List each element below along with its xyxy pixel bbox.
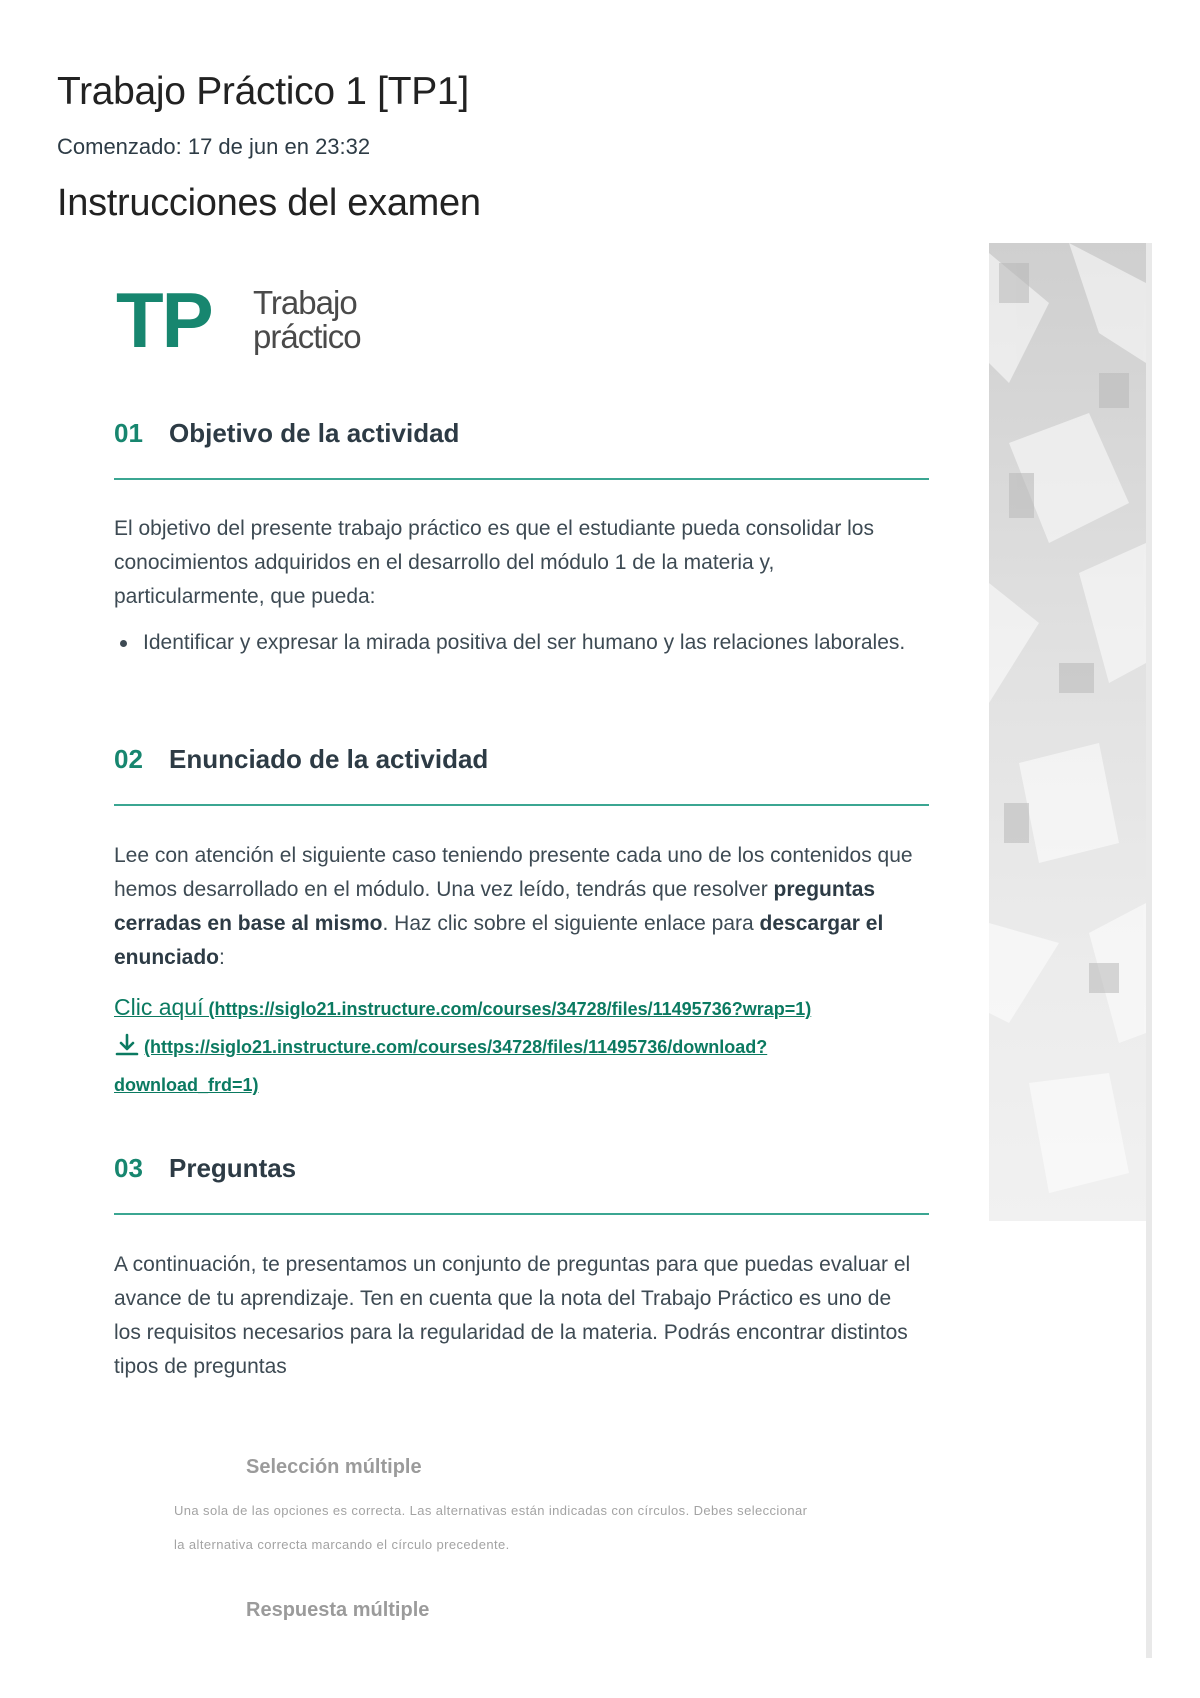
section-questions-heading bbox=[114, 1153, 929, 1215]
download-link[interactable] bbox=[114, 1030, 894, 1102]
clic-aqui-link[interactable] bbox=[114, 994, 811, 1021]
instructions-title: Instrucciones del examen bbox=[57, 182, 481, 224]
logo-words bbox=[253, 286, 361, 354]
section-head bbox=[114, 418, 929, 480]
page-title: Trabajo Práctico 1 [TP1] bbox=[57, 70, 469, 113]
decorative-side-image bbox=[989, 243, 1146, 1221]
download-icon bbox=[114, 1033, 140, 1068]
qtype-title-multiple-response: Respuesta múltiple bbox=[246, 1599, 430, 1621]
scrollbar[interactable] bbox=[1146, 243, 1152, 1658]
logo-word-2: práctico bbox=[253, 318, 361, 355]
list-item-text: Identificar y expresar la mirada positiva del ser humano y las relaciones laborales. bbox=[143, 631, 906, 654]
section-head bbox=[114, 744, 929, 806]
section-head bbox=[114, 1153, 929, 1215]
statement-bold-1: preguntas cerradas en base al mismo bbox=[114, 878, 876, 935]
statement-text-3: : bbox=[219, 946, 225, 969]
section-objective-heading bbox=[114, 418, 929, 480]
section-label: Objetivo de la actividad bbox=[169, 418, 460, 448]
section-label: Preguntas bbox=[169, 1153, 297, 1183]
download-url: (https://siglo21.instructure.com/courses/34728/files/11495736/download?download_frd=1) bbox=[114, 1037, 768, 1095]
statement-text-1: Lee con atención el siguiente caso teniendo presente cada uno de los contenidos que hemos desarrollado en el módulo. Una vez leído, tendrás que resolver bbox=[114, 844, 913, 901]
link-label: Clic aquí bbox=[114, 994, 204, 1020]
link-url: (https://siglo21.instructure.com/courses/34728/files/11495736?wrap=1) bbox=[203, 999, 812, 1019]
qtype-title-multiple-choice: Selección múltiple bbox=[246, 1456, 422, 1478]
qtype-desc-multiple-choice: Una sola de las opciones es correcta. Las alternativas están indicadas con círculos. Debes seleccionar la alternativa correcta marcando el círculo precedente. bbox=[174, 1503, 808, 1552]
questions-intro: A continuación, te presentamos un conjunto de preguntas para que puedas evaluar el avance de tu aprendizaje. Ten en cuenta que la nota del Trabajo Práctico es uno de los requisitos necesarios para la regularidad de la materia. Podrás encontrar distintos tipos de preguntas bbox=[114, 1253, 911, 1378]
section-number: 03 bbox=[114, 1153, 143, 1183]
section-label: Enunciado de la actividad bbox=[169, 744, 489, 774]
statement-text-2: . Haz clic sobre el siguiente enlace para bbox=[382, 912, 760, 935]
statement-paragraph bbox=[114, 839, 914, 975]
objective-paragraph: El objetivo del presente trabajo práctico es que el estudiante pueda consolidar los conocimientos adquiridos en el desarrollo del módulo 1 de la materia y, particularmente, que pueda: bbox=[114, 517, 874, 608]
decorative-pattern-icon bbox=[989, 243, 1146, 1221]
section-number: 02 bbox=[114, 744, 143, 774]
section-number: 01 bbox=[114, 418, 143, 448]
list-item bbox=[114, 626, 914, 660]
section-statement-heading bbox=[114, 744, 929, 806]
logo-word-1: Trabajo bbox=[253, 284, 357, 321]
bullet-dot-icon bbox=[120, 640, 127, 647]
statement-bold-2: descargar el enunciado bbox=[114, 912, 884, 969]
logo-letters: TP bbox=[116, 276, 212, 364]
started-timestamp: Comenzado: 17 de jun en 23:32 bbox=[57, 134, 371, 159]
